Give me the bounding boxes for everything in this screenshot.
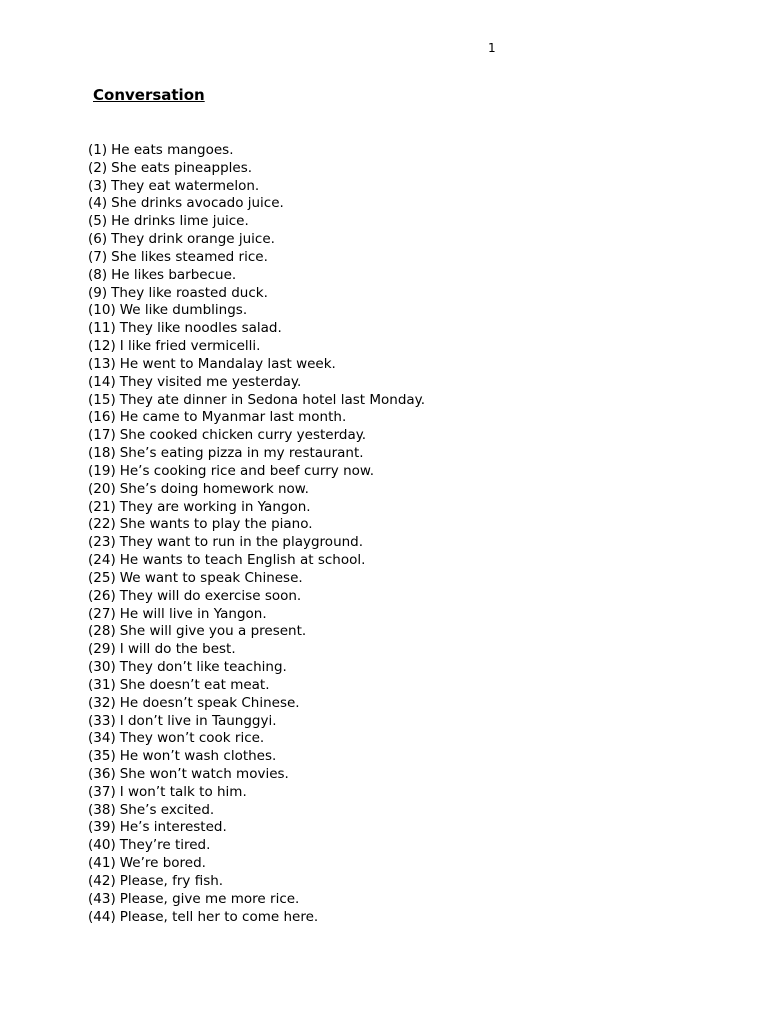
item-number: (25) — [88, 569, 116, 586]
list-item — [88, 534, 425, 552]
list-item — [88, 766, 425, 784]
item-number: (41) — [88, 855, 116, 872]
item-text: They visited me yesterday. — [119, 373, 302, 390]
list-item — [88, 231, 425, 249]
list-item — [88, 409, 425, 427]
list-item — [88, 267, 425, 285]
item-number: (13) — [88, 355, 116, 372]
item-text: We want to speak Chinese. — [119, 569, 303, 586]
list-item — [88, 730, 425, 748]
item-number: (8) — [88, 266, 108, 283]
list-item — [88, 891, 425, 909]
item-number: (24) — [88, 552, 116, 569]
list-item — [88, 623, 425, 641]
item-text: She likes steamed rice. — [111, 248, 268, 265]
list-item — [88, 677, 425, 695]
item-number: (17) — [88, 427, 116, 444]
list-item — [88, 837, 425, 855]
item-number: (40) — [88, 837, 116, 854]
item-text: Please, give me more rice. — [119, 890, 300, 907]
item-text: She doesn’t eat meat. — [119, 676, 270, 693]
item-text: He drinks lime juice. — [111, 213, 249, 230]
item-number: (7) — [88, 248, 108, 265]
list-item — [88, 641, 425, 659]
item-number: (19) — [88, 462, 116, 479]
item-text: He doesn’t speak Chinese. — [119, 694, 300, 711]
list-item — [88, 445, 425, 463]
item-number: (42) — [88, 872, 116, 889]
item-number: (12) — [88, 338, 116, 355]
list-item — [88, 516, 425, 534]
list-item — [88, 374, 425, 392]
list-item — [88, 499, 425, 517]
item-text: She will give you a present. — [119, 623, 307, 640]
item-number: (27) — [88, 605, 116, 622]
item-number: (16) — [88, 409, 116, 426]
item-text: He came to Myanmar last month. — [119, 409, 347, 426]
item-text: We’re bored. — [119, 855, 206, 872]
item-number: (3) — [88, 177, 108, 194]
item-text: She’s eating pizza in my restaurant. — [119, 445, 364, 462]
item-number: (14) — [88, 373, 116, 390]
item-number: (36) — [88, 765, 116, 782]
list-item — [88, 249, 425, 267]
item-number: (38) — [88, 801, 116, 818]
item-text: I will do the best. — [119, 641, 236, 658]
item-number: (31) — [88, 676, 116, 693]
item-number: (29) — [88, 641, 116, 658]
item-text: We like dumblings. — [119, 302, 248, 319]
item-text: She drinks avocado juice. — [111, 195, 284, 212]
item-text: He likes barbecue. — [111, 266, 237, 283]
list-item — [88, 463, 425, 481]
item-number: (11) — [88, 320, 116, 337]
item-number: (34) — [88, 730, 116, 747]
item-number: (30) — [88, 659, 116, 676]
item-text: She cooked chicken curry yesterday. — [119, 427, 367, 444]
item-text: She’s excited. — [119, 801, 215, 818]
list-item — [88, 195, 425, 213]
page-number: 1 — [488, 41, 496, 55]
item-text: They don’t like teaching. — [119, 659, 287, 676]
list-item — [88, 695, 425, 713]
item-number: (44) — [88, 908, 116, 925]
list-item — [88, 570, 425, 588]
item-number: (9) — [88, 284, 108, 301]
item-text: They won’t cook rice. — [119, 730, 265, 747]
item-text: She eats pineapples. — [111, 159, 253, 176]
list-item — [88, 302, 425, 320]
list-item — [88, 606, 425, 624]
item-number: (32) — [88, 694, 116, 711]
item-number: (6) — [88, 231, 108, 248]
list-item — [88, 909, 425, 927]
list-item — [88, 427, 425, 445]
item-text: They’re tired. — [119, 837, 211, 854]
item-number: (43) — [88, 890, 116, 907]
item-text: She’s doing homework now. — [119, 480, 309, 497]
item-number: (37) — [88, 783, 116, 800]
item-number: (23) — [88, 534, 116, 551]
item-text: They drink orange juice. — [111, 231, 275, 248]
item-text: I don’t live in Taunggyi. — [119, 712, 277, 729]
list-item — [88, 142, 425, 160]
item-text: They will do exercise soon. — [119, 587, 302, 604]
item-text: I like fried vermicelli. — [119, 338, 261, 355]
item-number: (18) — [88, 445, 116, 462]
item-text: She wants to play the piano. — [119, 516, 313, 533]
list-item — [88, 748, 425, 766]
list-item — [88, 356, 425, 374]
list-item — [88, 213, 425, 231]
item-number: (20) — [88, 480, 116, 497]
list-item — [88, 855, 425, 873]
list-item — [88, 285, 425, 303]
item-text: He eats mangoes. — [111, 142, 234, 158]
item-number: (33) — [88, 712, 116, 729]
list-item — [88, 160, 425, 178]
item-number: (1) — [88, 142, 108, 158]
list-item — [88, 659, 425, 677]
item-number: (4) — [88, 195, 108, 212]
item-number: (5) — [88, 213, 108, 230]
list-item — [88, 713, 425, 731]
item-text: They want to run in the playground. — [119, 534, 364, 551]
item-text: They like roasted duck. — [111, 284, 268, 301]
item-text: They are working in Yangon. — [119, 498, 311, 515]
list-item — [88, 802, 425, 820]
item-text: He went to Mandalay last week. — [119, 355, 336, 372]
item-number: (22) — [88, 516, 116, 533]
item-text: Please, fry fish. — [119, 872, 224, 889]
item-text: I won’t talk to him. — [119, 783, 247, 800]
item-text: He’s cooking rice and beef curry now. — [119, 462, 374, 479]
item-number: (10) — [88, 302, 116, 319]
item-number: (15) — [88, 391, 116, 408]
item-text: She won’t watch movies. — [119, 765, 289, 782]
list-item — [88, 784, 425, 802]
item-text: They ate dinner in Sedona hotel last Monday. — [119, 391, 426, 408]
page-title: Conversation — [93, 86, 205, 104]
list-item — [88, 481, 425, 499]
list-item — [88, 588, 425, 606]
item-number: (28) — [88, 623, 116, 640]
item-number: (39) — [88, 819, 116, 836]
item-number: (2) — [88, 159, 108, 176]
list-item — [88, 178, 425, 196]
item-number: (26) — [88, 587, 116, 604]
item-text: He’s interested. — [119, 819, 227, 836]
item-number: (21) — [88, 498, 116, 515]
list-item — [88, 552, 425, 570]
item-text: They eat watermelon. — [111, 177, 260, 194]
item-text: He will live in Yangon. — [119, 605, 267, 622]
item-text: Please, tell her to come here. — [119, 908, 319, 925]
item-text: They like noodles salad. — [119, 320, 282, 337]
list-item — [88, 338, 425, 356]
list-item — [88, 819, 425, 837]
list-item — [88, 320, 425, 338]
list-item — [88, 873, 425, 891]
list-item — [88, 392, 425, 410]
item-text: He wants to teach English at school. — [119, 552, 366, 569]
item-number: (35) — [88, 748, 116, 765]
sentence-list — [88, 142, 425, 926]
item-text: He won’t wash clothes. — [119, 748, 277, 765]
